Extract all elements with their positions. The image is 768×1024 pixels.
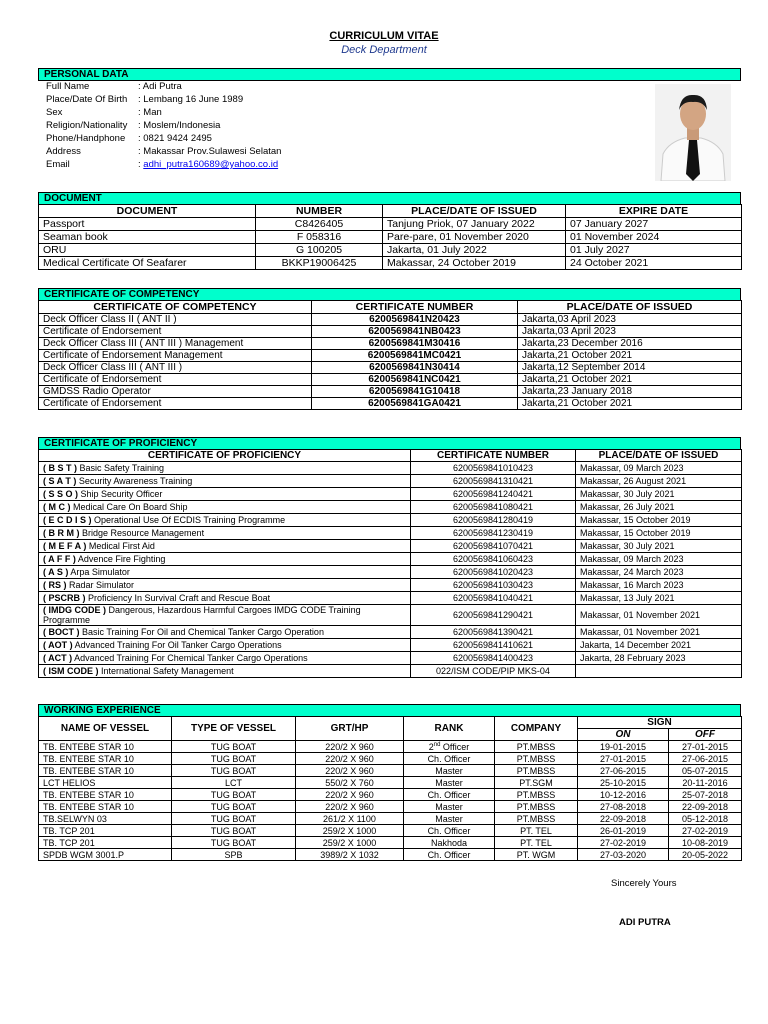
work-cell: TB.SELWYN 03 (39, 813, 172, 825)
proficiency-number: 6200569841030423 (411, 579, 576, 592)
page-title: CURRICULUM VITAE (329, 30, 439, 42)
proficiency-number: 6200569841410621 (411, 639, 576, 652)
competency-row (39, 374, 742, 386)
work-cell: TUG BOAT (172, 837, 296, 849)
competency-name: Deck Officer Class III ( ANT III ) (39, 362, 312, 374)
personal-field-row (46, 119, 281, 132)
work-cell: 259/2 X 1000 (296, 837, 404, 849)
work-col-company: COMPANY (495, 717, 578, 741)
personal-field-row (46, 132, 281, 145)
work-cell: TUG BOAT (172, 801, 296, 813)
proficiency-abbr: ( ACT ) (43, 653, 73, 663)
personal-data-header: PERSONAL DATA (38, 68, 741, 81)
proficiency-row (39, 626, 742, 639)
proficiency-row (39, 475, 742, 488)
personal-field-value: : Man (138, 107, 162, 118)
personal-field-label: Religion/Nationality (46, 120, 128, 131)
closing-salutation: Sincerely Yours (611, 878, 677, 889)
proficiency-number: 6200569841020423 (411, 566, 576, 579)
proficiency-header: CERTIFICATE OF PROFICIENCY (38, 437, 741, 450)
proficiency-title: Ship Security Officer (78, 489, 163, 499)
proficiency-number: 6200569841230419 (411, 527, 576, 540)
proficiency-row (39, 462, 742, 475)
work-cell: 27-01-2015 (669, 741, 742, 753)
work-cell: 20-05-2022 (669, 849, 742, 861)
proficiency-abbr: ( PSCRB ) (43, 593, 86, 603)
work-cell: 27-06-2015 (669, 753, 742, 765)
proficiency-place: Makassar, 26 July 2021 (576, 501, 742, 514)
proficiency-row (39, 553, 742, 566)
proficiency-row (39, 652, 742, 665)
work-cell: 27-08-2018 (578, 801, 669, 813)
document-col-header: PLACE/DATE OF ISSUED (383, 205, 566, 218)
proficiency-place: Jakarta, 14 December 2021 (576, 639, 742, 652)
document-table (38, 204, 742, 270)
work-col-on: ON (578, 729, 669, 741)
proficiency-name (39, 488, 411, 501)
competency-row (39, 314, 742, 326)
document-row (39, 218, 742, 231)
proficiency-row (39, 540, 742, 553)
personal-field-label: Email (46, 159, 70, 170)
work-cell: 2nd Officer (404, 741, 495, 753)
proficiency-number: 6200569841070421 (411, 540, 576, 553)
competency-table (38, 300, 742, 410)
work-cell: TUG BOAT (172, 765, 296, 777)
work-cell: 220/2 X 960 (296, 741, 404, 753)
proficiency-name (39, 553, 411, 566)
personal-field-label: Place/Date Of Birth (46, 94, 128, 105)
work-cell: SPB (172, 849, 296, 861)
document-cell: Makassar, 24 October 2019 (383, 257, 566, 270)
work-cell: Master (404, 813, 495, 825)
proficiency-abbr: ( M E F A ) (43, 541, 87, 551)
work-cell: Ch. Officer (404, 849, 495, 861)
proficiency-row (39, 579, 742, 592)
proficiency-abbr: ( IMDG CODE ) (43, 605, 106, 615)
competency-place: Jakarta,03 April 2023 (518, 314, 742, 326)
competency-name: Certificate of Endorsement (39, 398, 312, 410)
work-cell: PT.MBSS (495, 789, 578, 801)
proficiency-row (39, 605, 742, 626)
proficiency-title: Advanced Training For Chemical Tanker Cargo Operations (72, 653, 308, 663)
work-cell: 20-11-2016 (669, 777, 742, 789)
proficiency-abbr: ( S S O ) (43, 489, 79, 499)
proficiency-name (39, 527, 411, 540)
proficiency-row (39, 592, 742, 605)
work-col-vessel: NAME OF VESSEL (39, 717, 172, 741)
work-cell: PT. TEL (495, 825, 578, 837)
proficiency-abbr: ( AOT ) (43, 640, 73, 650)
proficiency-abbr: ( BOCT ) (43, 627, 80, 637)
work-cell: 19-01-2015 (578, 741, 669, 753)
proficiency-place: Makassar, 13 July 2021 (576, 592, 742, 605)
personal-field-value: : (138, 159, 144, 170)
personal-data-list (46, 80, 281, 171)
personal-field-label: Sex (46, 107, 63, 118)
work-cell: 27-03-2020 (578, 849, 669, 861)
document-cell: Jakarta, 01 July 2022 (383, 244, 566, 257)
document-cell: G 100205 (256, 244, 383, 257)
document-cell: Pare-pare, 01 November 2020 (383, 231, 566, 244)
document-cell: 01 July 2027 (566, 244, 742, 257)
competency-number: 6200569841M30416 (312, 338, 518, 350)
proficiency-abbr: ( ISM CODE ) (43, 666, 99, 676)
work-cell: TUG BOAT (172, 741, 296, 753)
competency-row (39, 386, 742, 398)
proficiency-title: Dangerous, Hazardous Harmful Cargoes IMDG CODE Training Programme (43, 605, 361, 625)
document-col-header: DOCUMENT (39, 205, 256, 218)
proficiency-title: Operational Use Of ECDIS Training Programme (91, 515, 286, 525)
proficiency-col-header: CERTIFICATE OF PROFICIENCY (39, 450, 411, 462)
work-cell: Ch. Officer (404, 753, 495, 765)
work-cell: TUG BOAT (172, 813, 296, 825)
proficiency-number: 6200569841400423 (411, 652, 576, 665)
work-col-type: TYPE OF VESSEL (172, 717, 296, 741)
proficiency-place: Makassar, 01 November 2021 (576, 626, 742, 639)
proficiency-name (39, 665, 411, 678)
competency-name: Deck Officer Class III ( ANT III ) Management (39, 338, 312, 350)
document-cell: Seaman book (39, 231, 256, 244)
work-cell: Nakhoda (404, 837, 495, 849)
document-cell: Medical Certificate Of Seafarer (39, 257, 256, 270)
personal-field-row (46, 158, 281, 171)
proficiency-place: Makassar, 15 October 2019 (576, 514, 742, 527)
proficiency-place: Makassar, 01 November 2021 (576, 605, 742, 626)
work-cell: Master (404, 777, 495, 789)
competency-name: Deck Officer Class II ( ANT II ) (39, 314, 312, 326)
work-col-grt: GRT/HP (296, 717, 404, 741)
document-cell: 01 November 2024 (566, 231, 742, 244)
work-cell: PT.MBSS (495, 753, 578, 765)
competency-number: 6200569841N30414 (312, 362, 518, 374)
personal-field-row (46, 80, 281, 93)
proficiency-row (39, 501, 742, 514)
competency-place: Jakarta,23 January 2018 (518, 386, 742, 398)
proficiency-abbr: ( B S T ) (43, 463, 77, 473)
proficiency-name (39, 639, 411, 652)
work-cell: TB. ENTEBE STAR 10 (39, 765, 172, 777)
proficiency-title: Basic Safety Training (77, 463, 165, 473)
work-cell: 22-09-2018 (669, 801, 742, 813)
work-cell: 220/2 X 960 (296, 801, 404, 813)
competency-place: Jakarta,21 October 2021 (518, 374, 742, 386)
proficiency-name (39, 626, 411, 639)
work-row (39, 825, 742, 837)
proficiency-place: Makassar, 16 March 2023 (576, 579, 742, 592)
profile-photo (655, 84, 731, 181)
work-cell: Ch. Officer (404, 825, 495, 837)
document-cell: Tanjung Priok, 07 January 2022 (383, 218, 566, 231)
page-subtitle: Deck Department (341, 44, 427, 56)
work-header: WORKING EXPERIENCE (38, 704, 741, 717)
proficiency-name (39, 462, 411, 475)
competency-row (39, 362, 742, 374)
proficiency-col-header: PLACE/DATE OF ISSUED (576, 450, 742, 462)
proficiency-place: Makassar, 09 March 2023 (576, 553, 742, 566)
document-col-header: EXPIRE DATE (566, 205, 742, 218)
work-row (39, 789, 742, 801)
personal-field-value: : Makassar Prov.Sulawesi Selatan (138, 146, 282, 157)
document-row (39, 244, 742, 257)
work-cell: TB. ENTEBE STAR 10 (39, 789, 172, 801)
work-cell: 27-06-2015 (578, 765, 669, 777)
work-row (39, 837, 742, 849)
work-cell: 25-07-2018 (669, 789, 742, 801)
work-cell: 22-09-2018 (578, 813, 669, 825)
work-cell: PT. TEL (495, 837, 578, 849)
competency-name: Certificate of Endorsement (39, 374, 312, 386)
person-photo-icon (655, 84, 731, 181)
document-cell: ORU (39, 244, 256, 257)
work-row (39, 753, 742, 765)
personal-field-value: : Moslem/Indonesia (138, 120, 221, 131)
proficiency-abbr: ( E C D I S ) (43, 515, 92, 525)
work-cell: PT.MBSS (495, 765, 578, 777)
competency-row (39, 338, 742, 350)
proficiency-name (39, 475, 411, 488)
work-cell: PT.MBSS (495, 813, 578, 825)
proficiency-number: 6200569841310421 (411, 475, 576, 488)
work-cell: LCT HELIOS (39, 777, 172, 789)
personal-field-value: : Adi Putra (138, 81, 182, 92)
proficiency-name (39, 652, 411, 665)
work-cell: 05-12-2018 (669, 813, 742, 825)
document-row (39, 231, 742, 244)
competency-col-header: CERTIFICATE OF COMPETENCY (39, 301, 312, 314)
personal-field-row (46, 145, 281, 158)
work-cell: TUG BOAT (172, 825, 296, 837)
proficiency-title: Medical First Aid (86, 541, 155, 551)
competency-row (39, 350, 742, 362)
proficiency-row (39, 566, 742, 579)
work-cell: LCT (172, 777, 296, 789)
work-cell: 27-02-2019 (578, 837, 669, 849)
proficiency-number: 6200569841040421 (411, 592, 576, 605)
email-link[interactable]: adhi_putra160689@yahoo.co.id (143, 159, 279, 170)
proficiency-abbr: ( S A T ) (43, 476, 77, 486)
proficiency-abbr: ( B R M ) (43, 528, 80, 538)
proficiency-title: Advence Fire Fighting (75, 554, 166, 564)
work-cell: TB. TCP 201 (39, 825, 172, 837)
competency-header: CERTIFICATE OF COMPETENCY (38, 288, 741, 301)
work-cell: 220/2 X 960 (296, 753, 404, 765)
work-col-sign: SIGN (578, 717, 742, 729)
competency-row (39, 326, 742, 338)
work-cell: 10-12-2016 (578, 789, 669, 801)
work-col-off: OFF (669, 729, 742, 741)
work-cell: 27-02-2019 (669, 825, 742, 837)
proficiency-number: 6200569841010423 (411, 462, 576, 475)
proficiency-row (39, 639, 742, 652)
document-cell: F 058316 (256, 231, 383, 244)
work-cell: 10-08-2019 (669, 837, 742, 849)
proficiency-place: Makassar, 09 March 2023 (576, 462, 742, 475)
competency-row (39, 398, 742, 410)
personal-field-value: : 0821 9424 2495 (138, 133, 212, 144)
personal-field-row (46, 106, 281, 119)
work-cell: PT.SGM (495, 777, 578, 789)
proficiency-row (39, 514, 742, 527)
competency-number: 6200569841NC0421 (312, 374, 518, 386)
proficiency-row (39, 488, 742, 501)
proficiency-row (39, 527, 742, 540)
work-cell: PT.MBSS (495, 801, 578, 813)
proficiency-number: 6200569841290421 (411, 605, 576, 626)
work-cell: Ch. Officer (404, 789, 495, 801)
proficiency-abbr: ( RS ) (43, 580, 67, 590)
work-cell: TUG BOAT (172, 789, 296, 801)
proficiency-name (39, 501, 411, 514)
competency-number: 6200569841N20423 (312, 314, 518, 326)
work-cell: 259/2 X 1000 (296, 825, 404, 837)
document-cell: Passport (39, 218, 256, 231)
document-cell: 24 October 2021 (566, 257, 742, 270)
personal-field-label: Phone/Handphone (46, 133, 126, 144)
proficiency-number: 6200569841390421 (411, 626, 576, 639)
proficiency-number: 6200569841280419 (411, 514, 576, 527)
work-cell: PT. WGM (495, 849, 578, 861)
competency-name: Certificate of Endorsement Management (39, 350, 312, 362)
work-cell: SPDB WGM 3001.P (39, 849, 172, 861)
proficiency-place: Makassar, 26 August 2021 (576, 475, 742, 488)
document-header: DOCUMENT (38, 192, 741, 205)
work-row (39, 777, 742, 789)
competency-name: GMDSS Radio Operator (39, 386, 312, 398)
proficiency-title: Medical Care On Board Ship (70, 502, 188, 512)
proficiency-place: Makassar, 30 July 2021 (576, 540, 742, 553)
competency-col-header: CERTIFICATE NUMBER (312, 301, 518, 314)
proficiency-place: Jakarta, 28 February 2023 (576, 652, 742, 665)
competency-place: Jakarta,12 September 2014 (518, 362, 742, 374)
document-col-header: NUMBER (256, 205, 383, 218)
proficiency-place (576, 665, 742, 678)
proficiency-title: Proficiency In Survival Craft and Rescue Boat (85, 593, 271, 603)
work-cell: 550/2 X 760 (296, 777, 404, 789)
work-col-rank: RANK (404, 717, 495, 741)
proficiency-title: International Safety Management (98, 666, 234, 676)
competency-number: 6200569841G10418 (312, 386, 518, 398)
proficiency-number: 6200569841060423 (411, 553, 576, 566)
document-row (39, 257, 742, 270)
proficiency-place: Makassar, 24 March 2023 (576, 566, 742, 579)
proficiency-table (38, 449, 742, 678)
closing-name: ADI PUTRA (619, 917, 671, 928)
work-row (39, 741, 742, 753)
work-row (39, 765, 742, 777)
competency-place: Jakarta,23 December 2016 (518, 338, 742, 350)
competency-name: Certificate of Endorsement (39, 326, 312, 338)
work-cell: TB. ENTEBE STAR 10 (39, 753, 172, 765)
work-cell: TB. TCP 201 (39, 837, 172, 849)
work-table (38, 716, 742, 861)
proficiency-place: Makassar, 15 October 2019 (576, 527, 742, 540)
work-cell: 25-10-2015 (578, 777, 669, 789)
personal-field-value: : Lembang 16 June 1989 (138, 94, 244, 105)
competency-col-header: PLACE/DATE OF ISSUED (518, 301, 742, 314)
competency-number: 6200569841NB0423 (312, 326, 518, 338)
proficiency-place: Makassar, 30 July 2021 (576, 488, 742, 501)
rank-suffix: nd (433, 741, 441, 748)
work-row (39, 801, 742, 813)
proficiency-name (39, 566, 411, 579)
competency-place: Jakarta,21 October 2021 (518, 350, 742, 362)
personal-field-row (46, 93, 281, 106)
proficiency-title: Advanced Training For Oil Tanker Cargo Operations (72, 640, 282, 650)
work-cell: 261/2 X 1100 (296, 813, 404, 825)
work-cell: 220/2 X 960 (296, 765, 404, 777)
proficiency-name (39, 579, 411, 592)
proficiency-title: Radar Simulator (66, 580, 135, 590)
competency-number: 6200569841MC0421 (312, 350, 518, 362)
work-cell: 27-01-2015 (578, 753, 669, 765)
proficiency-abbr: ( M C ) (43, 502, 71, 512)
proficiency-col-header: CERTIFICATE NUMBER (411, 450, 576, 462)
personal-field-label: Address (46, 146, 81, 157)
work-cell: 220/2 X 960 (296, 789, 404, 801)
competency-place: Jakarta,03 April 2023 (518, 326, 742, 338)
proficiency-name (39, 592, 411, 605)
proficiency-abbr: ( A S ) (43, 567, 69, 577)
proficiency-number: 6200569841240421 (411, 488, 576, 501)
proficiency-title: Basic Training For Oil and Chemical Tanker Cargo Operation (79, 627, 324, 637)
work-cell: PT.MBSS (495, 741, 578, 753)
work-cell: 26-01-2019 (578, 825, 669, 837)
work-row (39, 849, 742, 861)
proficiency-name (39, 514, 411, 527)
proficiency-abbr: ( A F F ) (43, 554, 76, 564)
proficiency-number: 022/ISM CODE/PIP MKS-04 (411, 665, 576, 678)
document-cell: BKKP19006425 (256, 257, 383, 270)
work-cell: 3989/2 X 1032 (296, 849, 404, 861)
proficiency-title: Bridge Resource Management (79, 528, 205, 538)
proficiency-name (39, 540, 411, 553)
work-cell: TB. ENTEBE STAR 10 (39, 801, 172, 813)
work-cell: Master (404, 765, 495, 777)
work-cell: Master (404, 801, 495, 813)
personal-field-label: Full Name (46, 81, 90, 92)
proficiency-number: 6200569841080421 (411, 501, 576, 514)
work-cell: TUG BOAT (172, 753, 296, 765)
document-cell: 07 January 2027 (566, 218, 742, 231)
proficiency-row (39, 665, 742, 678)
proficiency-name (39, 605, 411, 626)
competency-place: Jakarta,21 October 2021 (518, 398, 742, 410)
competency-number: 6200569841GA0421 (312, 398, 518, 410)
work-row (39, 813, 742, 825)
proficiency-title: Security Awareness Training (76, 476, 193, 486)
work-cell: 05-07-2015 (669, 765, 742, 777)
proficiency-title: Arpa Simulator (68, 567, 130, 577)
work-cell: TB. ENTEBE STAR 10 (39, 741, 172, 753)
document-cell: C8426405 (256, 218, 383, 231)
